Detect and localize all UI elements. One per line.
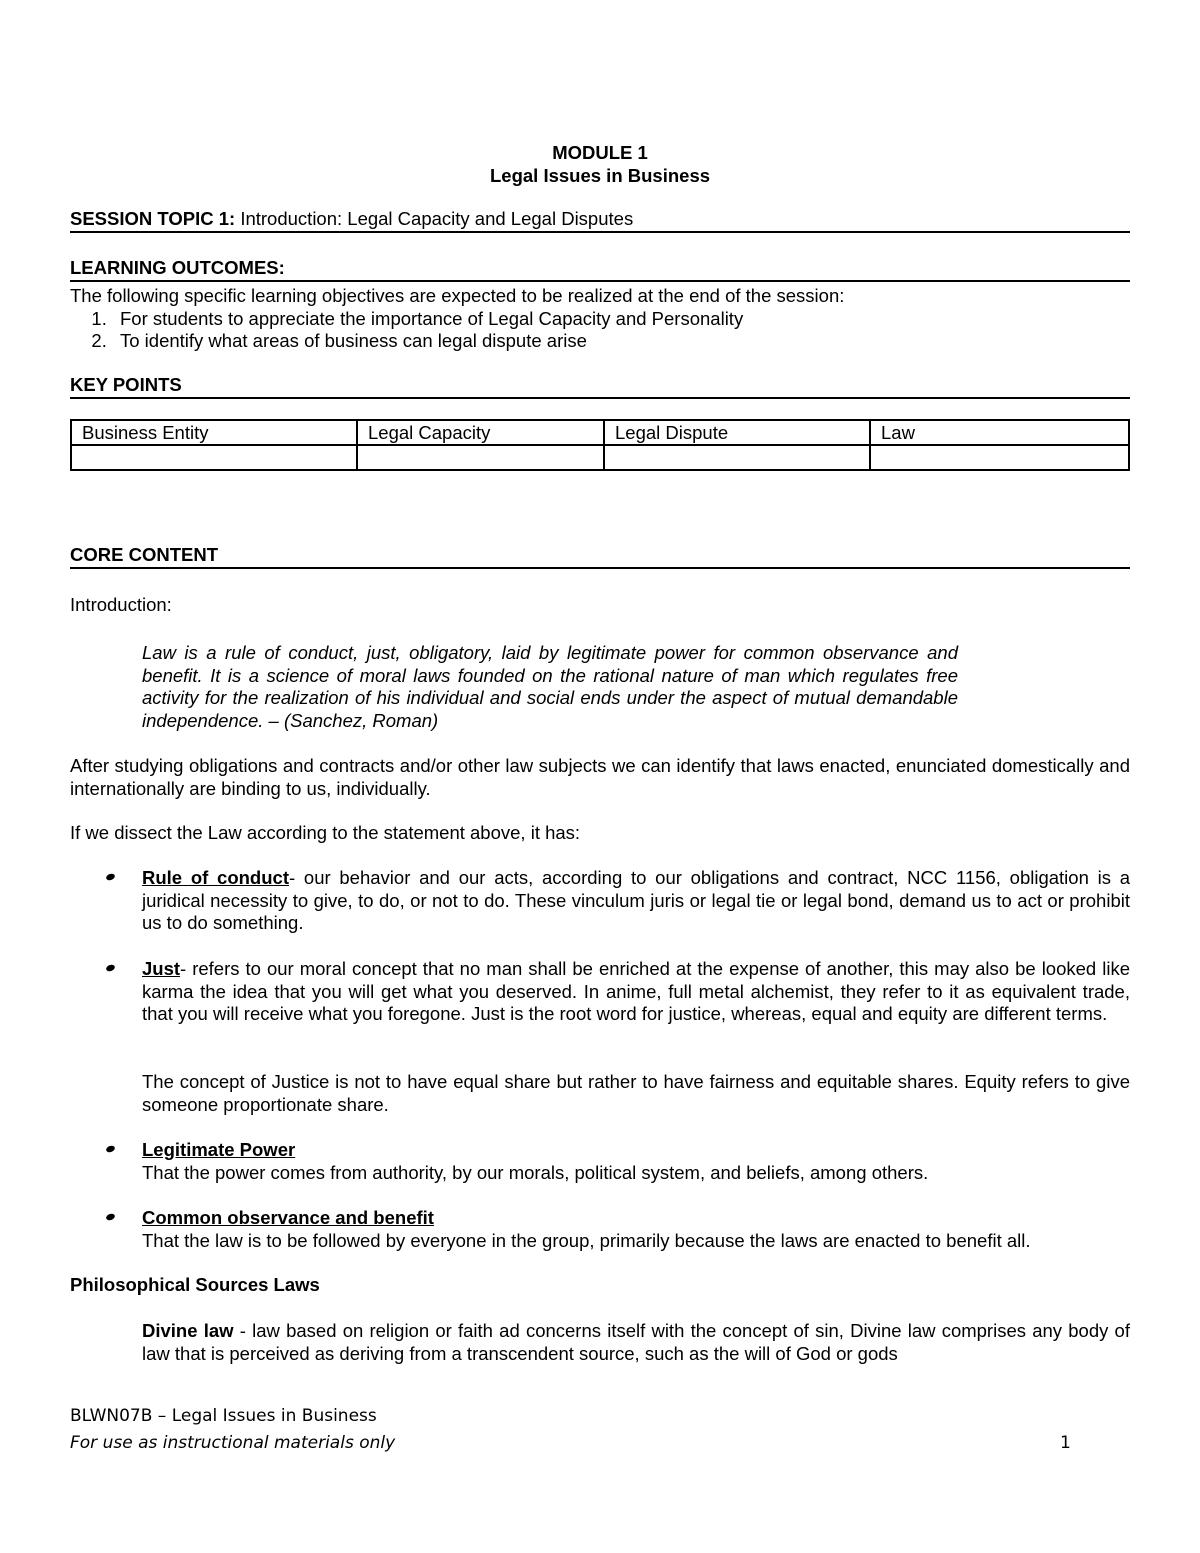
divine-law-paragraph [142,1320,1130,1365]
learning-outcomes-list [70,308,1130,353]
list-item: 1. For students to appreciate the importance of Legal Capacity and Personality [112,308,1130,331]
table-cell[interactable] [870,445,1129,470]
bullet-term: Rule of conduct [142,867,289,888]
table-row [71,420,1129,445]
key-points-heading: KEY POINTS [70,374,1130,399]
table-header-cell: Legal Dispute [604,420,870,445]
bullet-icon [105,873,116,882]
bullet-term: Legitimate Power [142,1139,296,1160]
table-header-cell: Business Entity [71,420,357,445]
bullet-term: Common observance and benefit [142,1207,434,1228]
table-cell[interactable] [71,445,357,470]
learning-outcomes-heading: LEARNING OUTCOMES: [70,257,1130,282]
core-content-heading: CORE CONTENT [70,544,1130,569]
table-header-cell: Law [870,420,1129,445]
session-label: SESSION TOPIC 1: [70,208,236,229]
introduction-label: Introduction: [70,594,172,615]
list-item: 2. To identify what areas of business can legal dispute arise [112,330,1130,353]
footer-note: For use as instructional materials only [70,1433,396,1453]
module-subtitle: Legal Issues in Business [489,165,711,186]
bullet-text: That the power comes from authority, by our morals, political system, and beliefs, among others. [142,1161,929,1183]
list-item [142,1139,1130,1184]
paragraph: If we dissect the Law according to the statement above, it has: [70,822,581,843]
law-definition-quote: Law is a rule of conduct, just, obligatory, laid by legitimate power for common observance and benefit. It is a science of moral laws founded on the rational nature of man which regulates free activity for the realization of his individual and social ends under the aspect of mutual demandable independence. – (Sanchez, Roman) [142,642,958,731]
list-item [142,958,1130,1026]
session-text: Introduction: Legal Capacity and Legal Disputes [235,208,634,229]
bullet-icon [105,1145,116,1154]
module-title: MODULE 1 [552,142,648,163]
session-topic [70,208,1130,233]
table-header-cell: Legal Capacity [357,420,604,445]
divine-law-text: - law based on religion or faith ad concerns itself with the concept of sin, Divine law comprises any body of law that is perceived as deriving from a transcendent source, such as the will of God or gods [142,1320,1130,1364]
list-item [142,867,1130,935]
page-number: 1 [1060,1433,1071,1453]
learning-outcomes-body [70,285,1130,353]
bullet-icon [105,964,116,973]
paragraph: After studying obligations and contracts and/or other law subjects we can identify that laws enacted, enunciated domestically and internationally are binding to us, individually. [70,755,1130,799]
bullet-text: - refers to our moral concept that no man shall be enriched at the expense of another, this may also be looked like karma the idea that you will get what you deserved. In anime, full metal alchemist, they refer to it as equivalent trade, that you will receive what you foregone. Just is the root word for justice, whereas, equal and equity are different terms. [142,958,1130,1024]
table-cell[interactable] [604,445,870,470]
bullet-text: - our behavior and our acts, according to our obligations and contract, NCC 1156, obligation is a juridical necessity to give, to do, or not to do. These vinculum juris or legal tie or legal bond, demand us to act or prohibit us to do something. [142,867,1131,933]
philosophical-sources-heading: Philosophical Sources Laws [70,1274,320,1295]
table-cell[interactable] [357,445,604,470]
list-item [142,1207,1130,1252]
table-row [71,445,1129,470]
key-points-table [70,419,1130,471]
bullet-text: That the law is to be followed by everyone in the group, primarily because the laws are enacted to benefit all. [142,1229,1031,1251]
bullet-icon [105,1213,116,1222]
paragraph: The concept of Justice is not to have equal share but rather to have fairness and equitable shares. Equity refers to give someone proportionate share. [142,1071,1130,1115]
footer-course: BLWN07B – Legal Issues in Business [70,1406,377,1426]
divine-law-term: Divine law [142,1320,234,1341]
bullet-term: Just [142,958,181,979]
learning-outcomes-intro: The following specific learning objectives are expected to be realized at the end of the session: [70,285,845,306]
